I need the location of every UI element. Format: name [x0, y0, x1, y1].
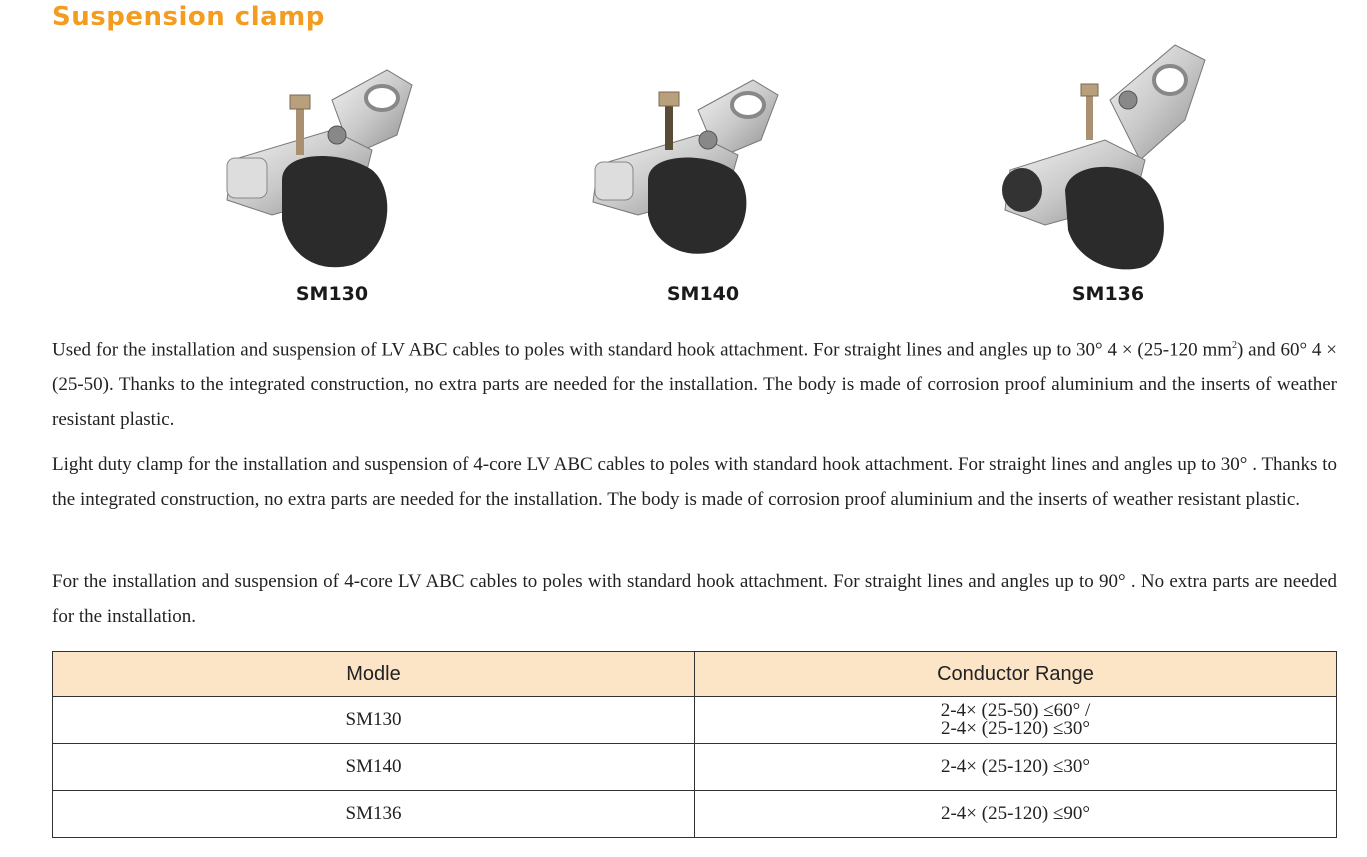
- product-image-sm136: [990, 40, 1230, 280]
- header-model: Modle: [53, 652, 695, 697]
- product-image-sm140: [583, 40, 823, 280]
- table-header-row: [53, 652, 1337, 697]
- cell-range: [695, 697, 1337, 744]
- table-row: [53, 744, 1337, 791]
- table-row: [53, 791, 1337, 838]
- cell-model: SM136: [53, 791, 695, 838]
- suspension-clamp-image: [990, 40, 1230, 280]
- description-paragraph-3: For the installation and suspension of 4-core LV ABC cables to poles with standard hook attachment. For straight lines and angles up to 90° . No extra parts are needed for the installation.: [52, 571, 1337, 627]
- cell-range: 2-4× (25-120) ≤90°: [695, 791, 1337, 838]
- suspension-clamp-image: [583, 40, 823, 280]
- product-label: SM140: [666, 283, 740, 305]
- paragraph-text: Used for the installation and suspension of LV ABC cables to poles with standard hook attachment. For straight lines and angles up to 30° 4 × (25-120 mm: [52, 339, 1232, 361]
- description-paragraph-1: [52, 328, 1337, 437]
- range-line: 2-4× (25-50) ≤60° /: [940, 700, 1091, 721]
- range-line: 2-4× (25-120) ≤30°: [940, 718, 1091, 739]
- table-row: [53, 697, 1337, 744]
- spec-table: [52, 651, 1337, 838]
- cell-range: 2-4× (25-120) ≤30°: [695, 744, 1337, 791]
- suspension-clamp-image: [212, 40, 452, 280]
- product-image-sm130: [212, 40, 452, 280]
- cell-model: SM130: [53, 697, 695, 744]
- product-label: SM130: [295, 283, 369, 305]
- page-title: Suspension clamp: [52, 2, 325, 32]
- paragraph-text: ) and 60° 4 × (25-50). Thanks to the integrated construction, no extra parts are needed for the installation. The body is made of corrosion proof aluminium and the inserts of weather resistant plastic.: [52, 339, 1337, 431]
- product-label: SM136: [1071, 283, 1145, 305]
- header-conductor-range: Conductor Range: [695, 652, 1337, 697]
- cell-model: SM140: [53, 744, 695, 791]
- superscript: 2: [1232, 340, 1237, 351]
- description-paragraph-2: Light duty clamp for the installation and suspension of 4-core LV ABC cables to poles with standard hook attachment. For straight lines and angles up to 30° . Thanks to the integrated construction, no extra parts are needed for the installation. The body is made of corrosion proof aluminium and the inserts of weather resistant plastic.: [52, 454, 1337, 510]
